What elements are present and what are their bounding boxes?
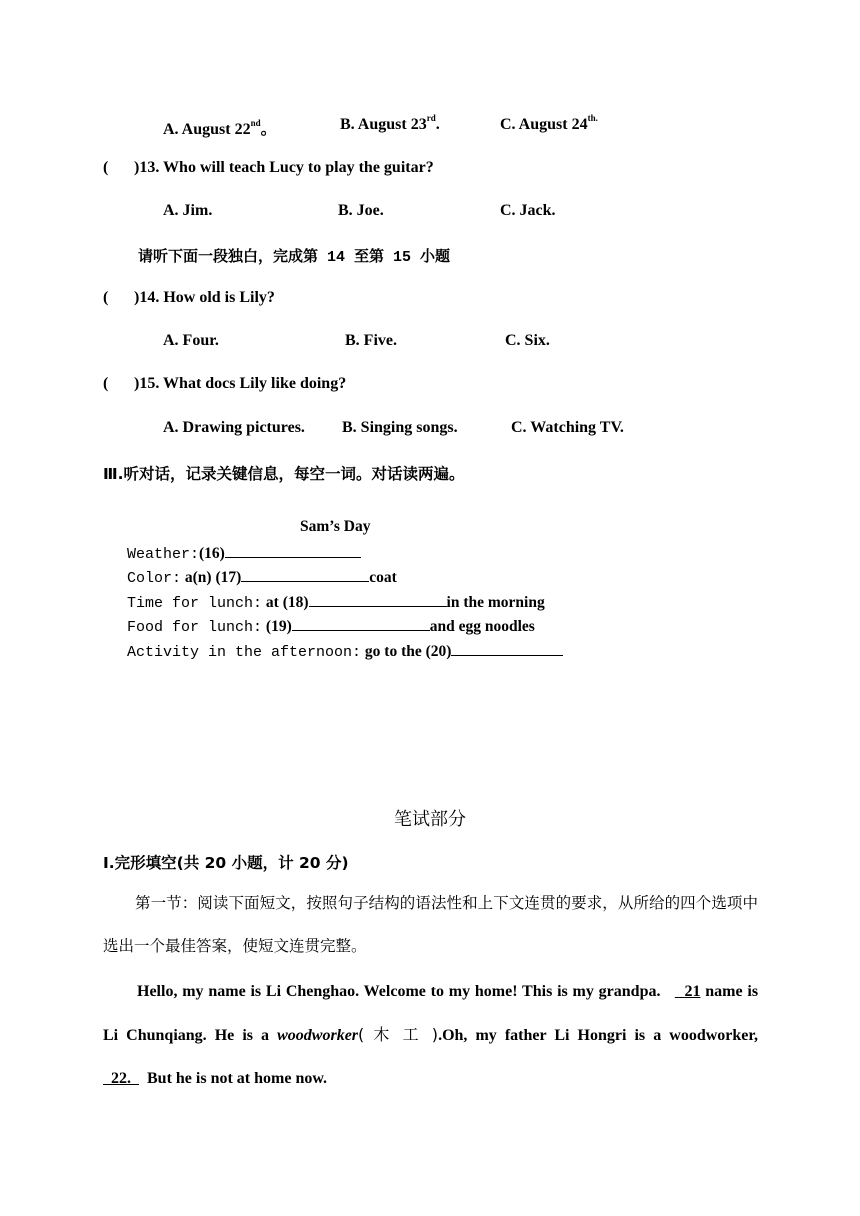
q12-option-c: C. August $24^{th.}$ <box>500 112 598 133</box>
cloze-passage: Hello, my name is Li Chenghao. Welcome to my home! This is my grandpa. 21 name is Li Chunqiang. He is a woodworker( 木 工 ).Oh, my father Li Hongri is a woodworker, 22. But he is not at home now. <box>103 983 759 1087</box>
q15-answer-bracket-open: ( <box>103 375 109 392</box>
section-3-heading: Ⅲ.听对话，记录关键信息，每空一词。对话读两遍。 <box>103 465 465 483</box>
q15-option-b: B. Singing songs. <box>342 419 458 436</box>
q14-option-b: B. Five. <box>345 332 397 349</box>
monologue-instruction: 请听下面一段独白，完成第 14 至第 15 小题 <box>138 249 451 266</box>
sams-day-row-color: Color: a(n) (17) coat <box>127 569 397 587</box>
blank-22: 22. <box>111 1070 131 1087</box>
q13-option-c: C. Jack. <box>500 202 556 219</box>
q14-answer-bracket-open: ( <box>103 289 109 306</box>
sams-day-row-food-for-lunch: Food for lunch: (19) and egg noodles <box>127 618 535 636</box>
q15-option-a: A. Drawing pictures. <box>163 419 305 436</box>
q13-answer-bracket-open: ( <box>103 159 109 176</box>
q12-option-a: A. August 22nd。 <box>163 117 277 138</box>
q14-question: )14. How old is Lily? <box>134 289 275 306</box>
q13-option-a: A. Jim. <box>163 202 213 219</box>
sams-day-row-weather: Weather:(16) <box>127 543 361 563</box>
cloze-instruction: 第一节：阅读下面短文，按照句子结构的语法性和上下文连贯的要求，从所给的四个选项中选出一个最佳答案，使短文连贯完整。 <box>103 894 758 955</box>
cloze-heading: Ⅰ.完形填空(共 20 小题，计 20 分) <box>103 854 349 872</box>
written-part-title: 笔试部分 <box>394 809 466 830</box>
q13-option-b: B. Joe. <box>338 202 384 219</box>
q12-option-b: B. August 23rd. <box>340 112 440 133</box>
blank-20 <box>451 641 563 656</box>
q14-option-c: C. Six. <box>505 332 550 349</box>
blank-17 <box>241 567 369 582</box>
sams-day-row-activity: Activity in the afternoon: go to the (20) <box>127 641 563 661</box>
q13-question: )13. Who will teach Lucy to play the guitar? <box>134 159 434 176</box>
sams-day-row-time-for-lunch: Time for lunch: at (18) in the morning <box>127 594 545 612</box>
q15-option-c: C. Watching TV. <box>511 419 624 436</box>
blank-19 <box>292 616 430 631</box>
blank-18 <box>309 592 447 607</box>
blank-16 <box>225 543 361 558</box>
sams-day-title: Sam’s Day <box>300 518 371 535</box>
q15-question: )15. What docs Lily like doing? <box>134 375 347 392</box>
blank-21: 21 <box>684 983 701 1000</box>
q14-option-a: A. Four. <box>163 332 219 349</box>
